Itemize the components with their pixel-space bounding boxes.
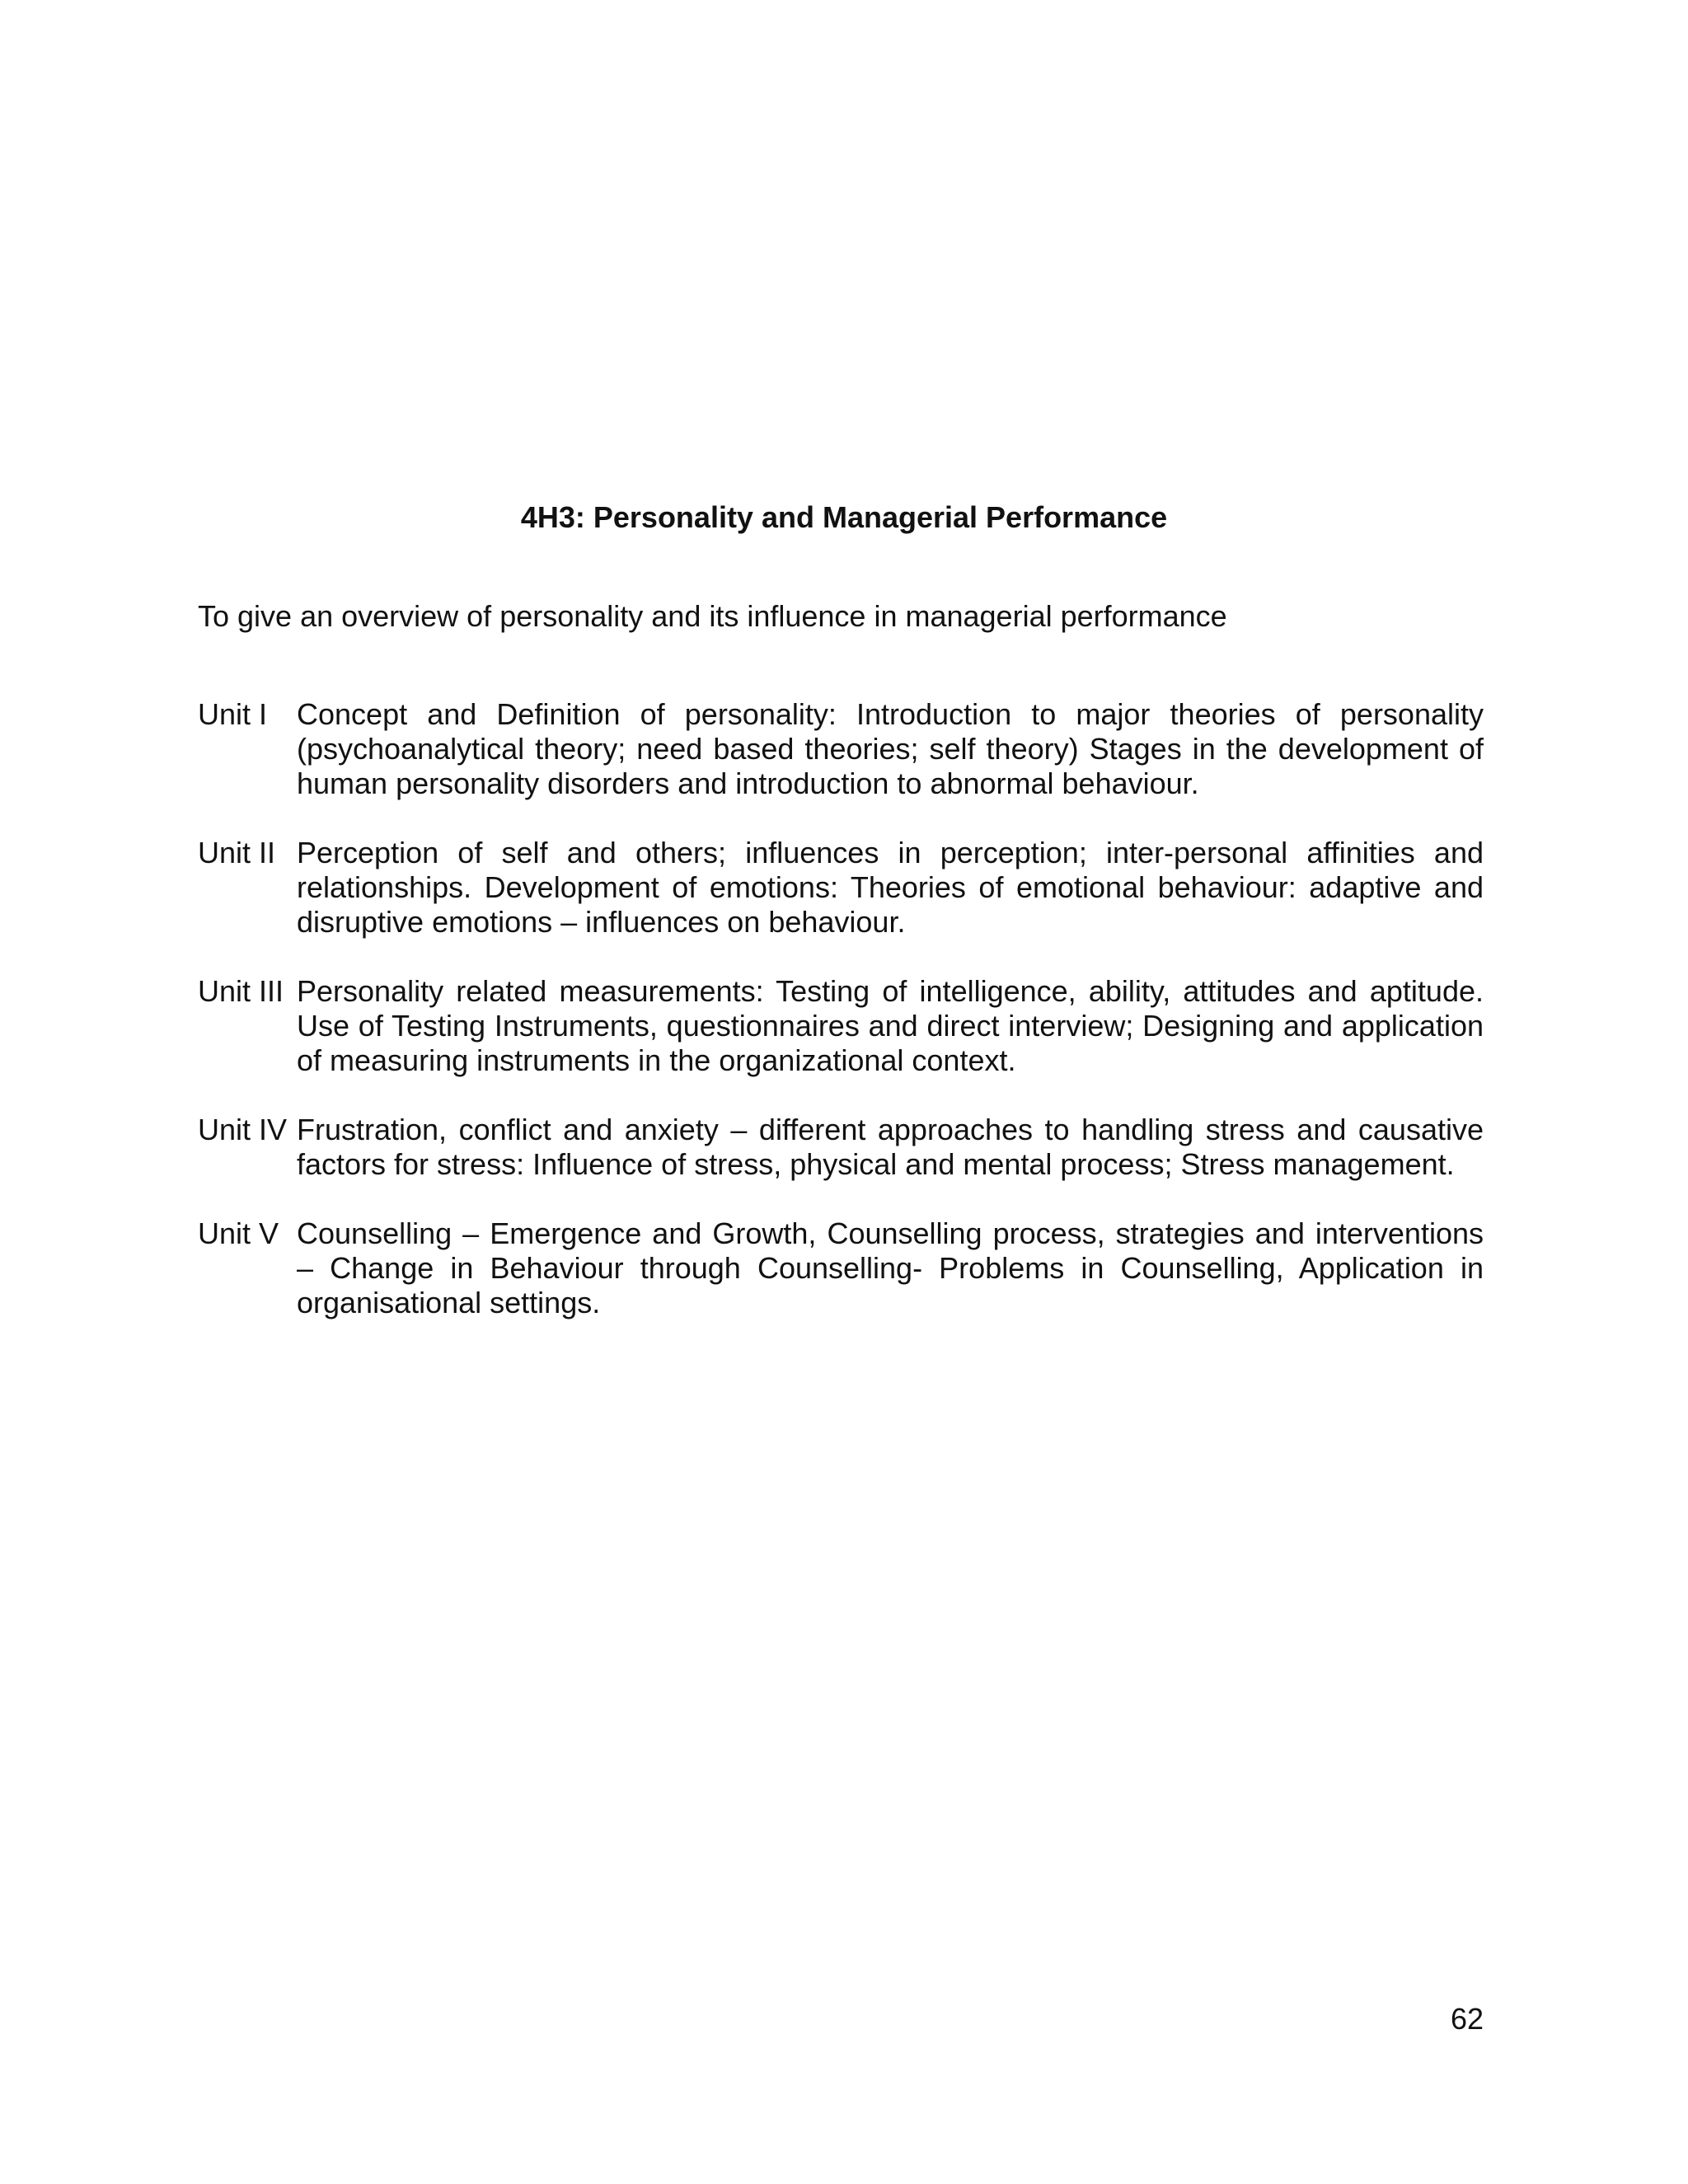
unit-description: Concept and Definition of personality: Introduction to major theories of personality (psychoanalytical theory; need based theories; self theory) Stages in the development of human personality disorders and introduction to abnormal behaviour. — [297, 697, 1484, 800]
unit-label: Unit III — [198, 974, 284, 1008]
unit-label: Unit I — [198, 697, 268, 731]
unit-list — [198, 697, 1484, 1355]
unit-description: Counselling – Emergence and Growth, Counselling process, strategies and interventions – Change in Behaviour through Counselling- Problems in Counselling, Application in organisational settings. — [297, 1216, 1484, 1319]
unit-description: Frustration, conflict and anxiety – different approaches to handling stress and causative factors for stress: Influence of stress, physical and mental process; Stress management. — [297, 1113, 1484, 1181]
unit-label: Unit V — [198, 1216, 279, 1250]
unit-item — [198, 1113, 1484, 1182]
unit-description: Perception of self and others; influences in perception; inter-personal affinities and relationships. Development of emotions: Theories of emotional behaviour: adaptive and disruptive emotions – influences on behaviour. — [297, 836, 1484, 939]
unit-item — [198, 836, 1484, 940]
unit-description: Personality related measurements: Testing of intelligence, ability, attitudes and aptitude. Use of Testing Instruments, questionnaires and direct interview; Designing and application of measuring instruments in the organizational context. — [297, 974, 1484, 1077]
unit-label: Unit IV — [198, 1113, 288, 1146]
unit-label: Unit II — [198, 836, 276, 869]
unit-item — [198, 1216, 1484, 1320]
page-title: 4H3: Personality and Managerial Performance — [520, 500, 1168, 534]
page-number: 62 — [1450, 2002, 1484, 2036]
course-objective: To give an overview of personality and its influence in managerial performance — [198, 599, 1227, 633]
unit-item — [198, 974, 1484, 1078]
unit-item — [198, 697, 1484, 801]
